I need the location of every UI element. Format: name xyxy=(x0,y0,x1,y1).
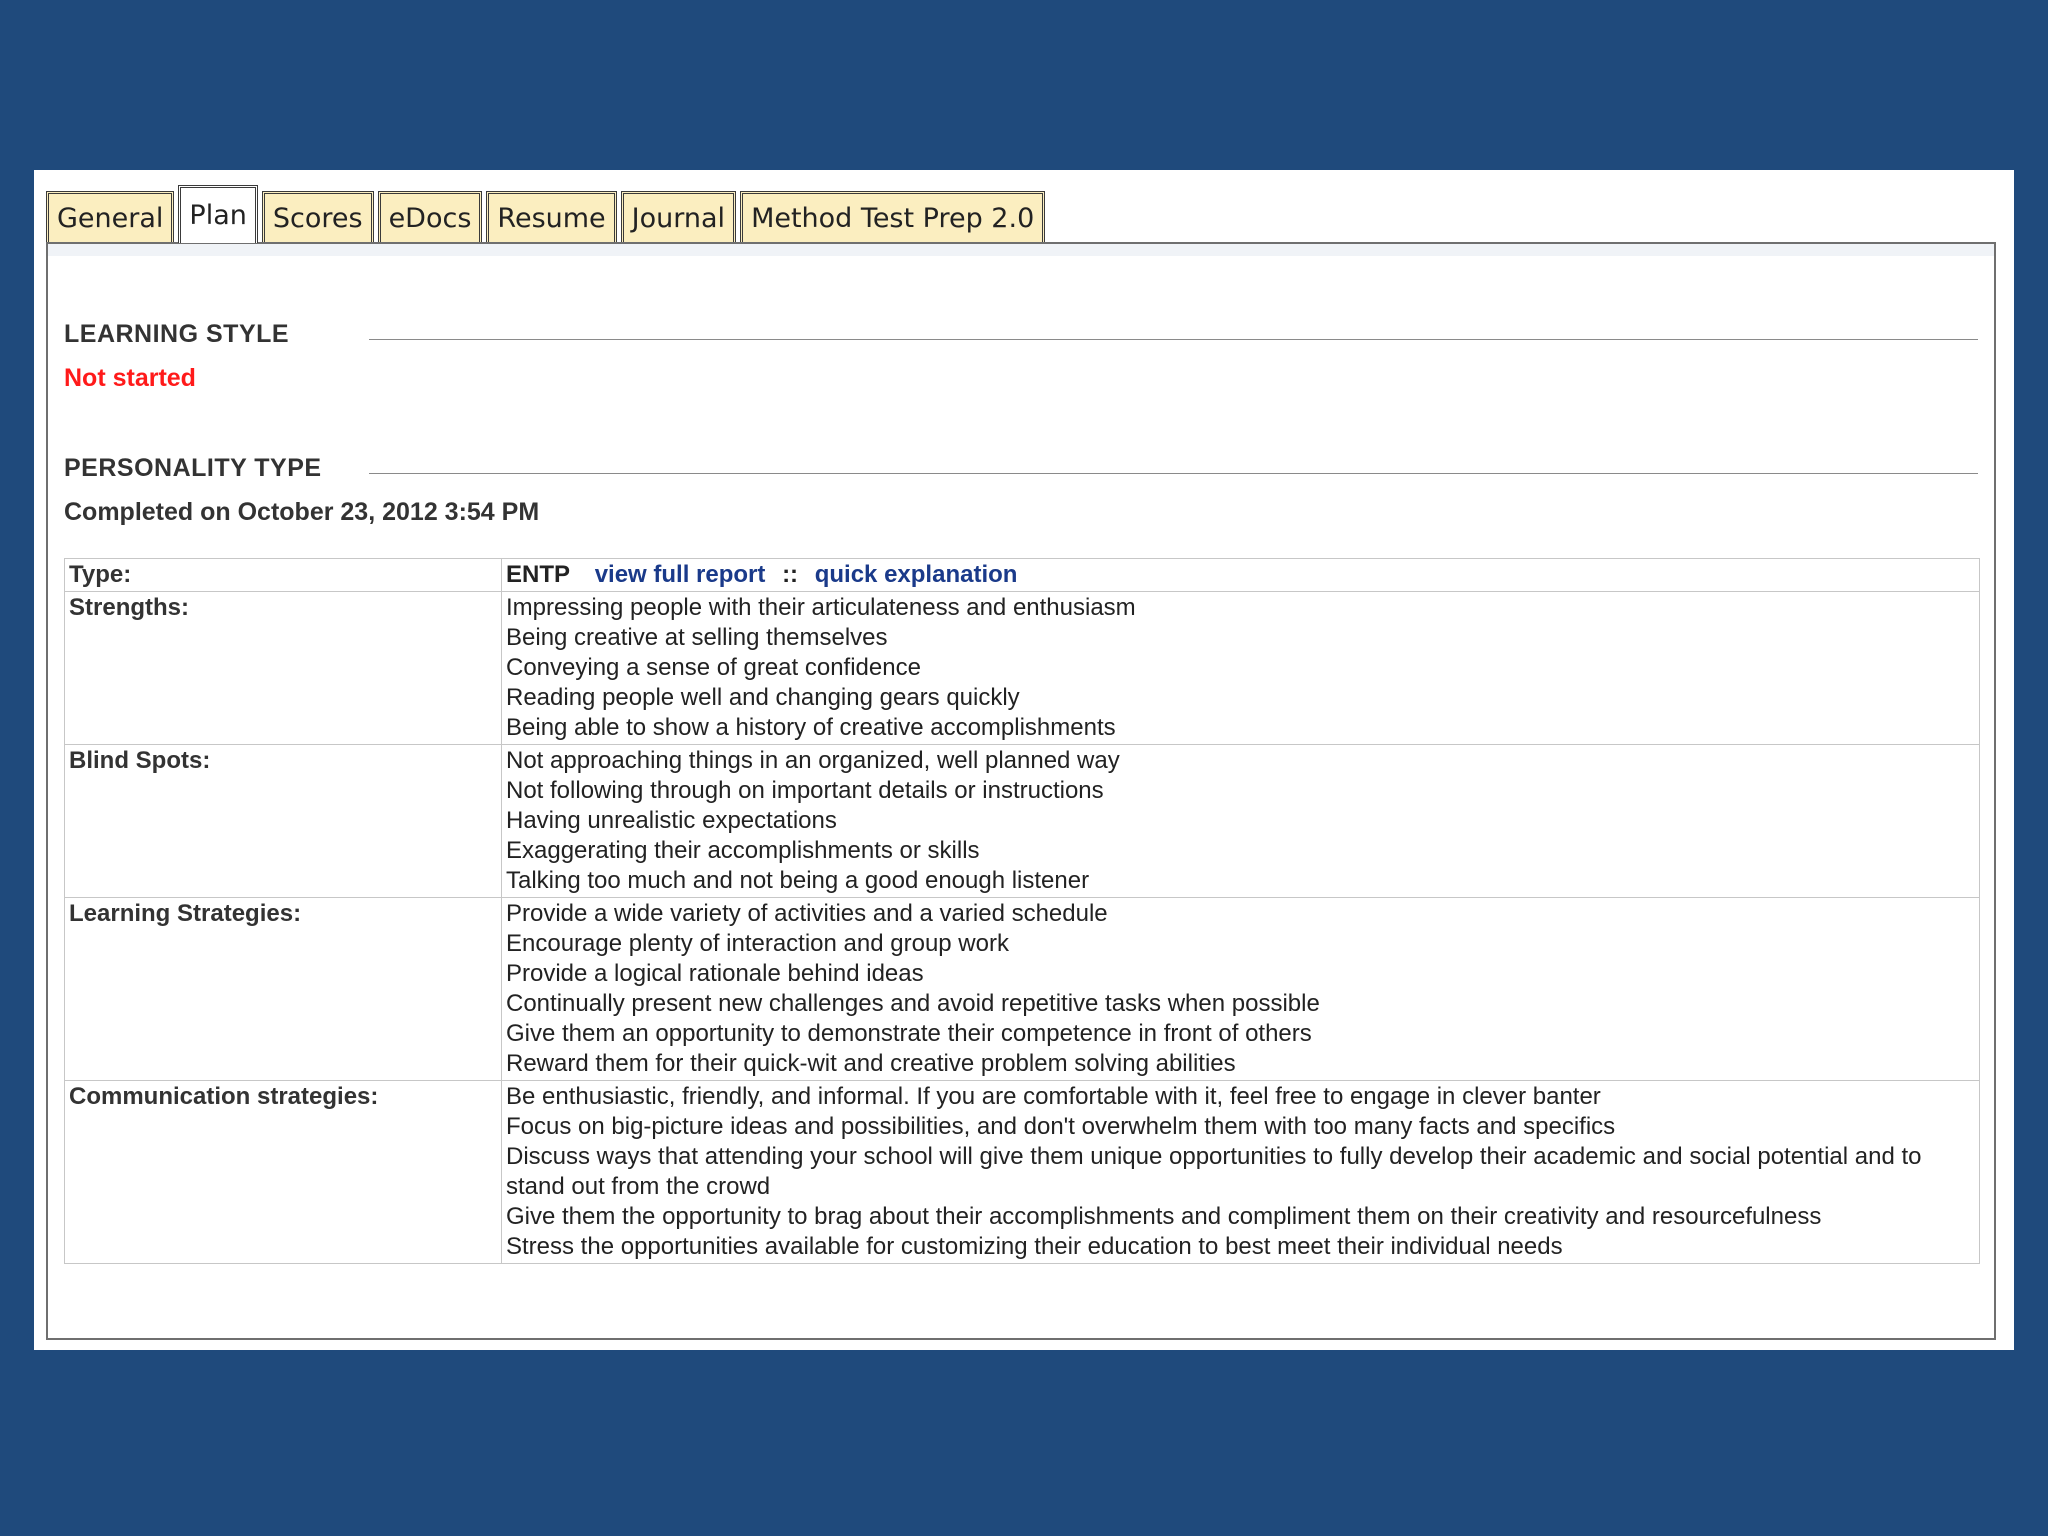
tab-bar xyxy=(46,187,1049,243)
learning-strategies-row xyxy=(65,898,1980,1081)
learning-style-title: LEARNING STYLE xyxy=(64,319,290,348)
list-item: Stress the opportunities available for customizing their education to best meet their individual needs xyxy=(506,1233,1563,1260)
list-item: Being able to show a history of creative accomplishments xyxy=(506,714,1116,741)
blind-spots-row xyxy=(65,745,1980,898)
row-label: Blind Spots: xyxy=(65,745,502,898)
row-value-cell xyxy=(502,898,1980,1081)
section-divider xyxy=(369,473,1978,474)
plan-panel xyxy=(46,242,1996,1340)
list-item: Focus on big-picture ideas and possibilities, and don't overwhelm them with too many facts and specifics xyxy=(506,1113,1616,1140)
list-item: Impressing people with their articulateness and enthusiasm xyxy=(506,594,1136,621)
row-value-cell xyxy=(502,1081,1980,1264)
tab-resume[interactable]: Resume xyxy=(486,191,616,243)
list-item: Being creative at selling themselves xyxy=(506,624,888,651)
list-item: Give them the opportunity to brag about their accomplishments and compliment them on their creativity and resourcefulness xyxy=(506,1203,1822,1230)
type-value-cell xyxy=(502,559,1980,592)
student-profile-card xyxy=(34,170,2014,1350)
list-item: Reading people well and changing gears quickly xyxy=(506,684,1020,711)
learning-style-header xyxy=(64,314,1978,354)
table-row xyxy=(65,559,1980,592)
learning-style-status: Not started xyxy=(64,364,196,392)
list-item: Not approaching things in an organized, well planned way xyxy=(506,747,1120,774)
tab-journal[interactable]: Journal xyxy=(621,191,736,243)
list-item: Be enthusiastic, friendly, and informal. If you are comfortable with it, feel free to engage in clever banter xyxy=(506,1083,1601,1110)
row-label: Strengths: xyxy=(65,592,502,745)
row-label: Learning Strategies: xyxy=(65,898,502,1081)
list-item: Provide a wide variety of activities and a varied schedule xyxy=(506,900,1108,927)
tab-method-test-prep[interactable]: Method Test Prep 2.0 xyxy=(740,191,1045,243)
learning-style-section xyxy=(64,314,1978,393)
list-item: Exaggerating their accomplishments or skills xyxy=(506,837,980,864)
type-code: ENTP xyxy=(506,561,571,588)
tab-plan[interactable]: Plan xyxy=(178,185,257,243)
list-item: Encourage plenty of interaction and group work xyxy=(506,930,1009,957)
tab-edocs[interactable]: eDocs xyxy=(378,191,483,243)
tab-general[interactable]: General xyxy=(46,191,174,243)
list-item: Give them an opportunity to demonstrate their competence in front of others xyxy=(506,1020,1312,1047)
list-item: Talking too much and not being a good enough listener xyxy=(506,867,1090,894)
view-full-report-link[interactable]: view full report xyxy=(594,561,766,588)
personality-type-status: Completed on October 23, 2012 3:54 PM xyxy=(64,498,540,526)
personality-type-title: PERSONALITY TYPE xyxy=(64,453,322,482)
list-item: Having unrealistic expectations xyxy=(506,807,837,834)
section-divider xyxy=(369,339,1978,340)
list-item: Provide a logical rationale behind ideas xyxy=(506,960,924,987)
list-item: Conveying a sense of great confidence xyxy=(506,654,921,681)
list-item: Reward them for their quick-wit and creative problem solving abilities xyxy=(506,1050,1236,1077)
personality-type-section xyxy=(64,448,1978,527)
list-item: Not following through on important details or instructions xyxy=(506,777,1104,804)
row-label: Communication strategies: xyxy=(65,1081,502,1264)
personality-type-table xyxy=(64,558,1980,1264)
personality-type-header xyxy=(64,448,1978,488)
type-label: Type: xyxy=(65,559,502,592)
row-value-cell xyxy=(502,592,1980,745)
list-item: Continually present new challenges and avoid repetitive tasks when possible xyxy=(506,990,1320,1017)
tab-scores[interactable]: Scores xyxy=(262,191,374,243)
row-value-cell xyxy=(502,745,1980,898)
strengths-row xyxy=(65,592,1980,745)
list-item: Discuss ways that attending your school will give them unique opportunities to fully develop their academic and social potential and to stand out from the crowd xyxy=(506,1143,1922,1200)
quick-explanation-link[interactable]: quick explanation xyxy=(814,561,1018,588)
link-separator: :: xyxy=(782,561,799,588)
panel-top-strip xyxy=(48,244,1994,256)
communication-strategies-row xyxy=(65,1081,1980,1264)
